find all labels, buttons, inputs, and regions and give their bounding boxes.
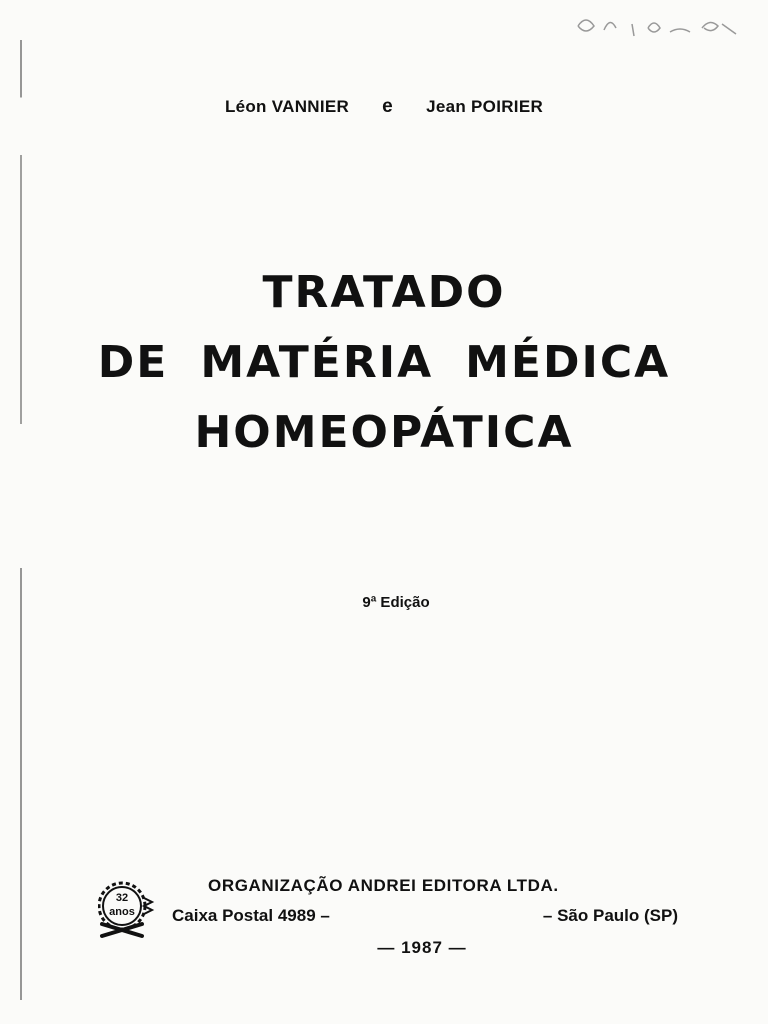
title-line-3: HOMEOPÁTICA xyxy=(194,407,574,458)
page-binding-edge xyxy=(20,40,22,1000)
handwritten-mark xyxy=(570,6,750,46)
logo-number: 32 xyxy=(115,892,129,904)
logo-label: anos xyxy=(109,906,135,918)
logo-text xyxy=(98,891,146,919)
title-line-1: TRATADO xyxy=(262,267,506,318)
publisher-name: ORGANIZAÇÃO ANDREI EDITORA LTDA. xyxy=(208,876,559,895)
author-jean-poirier: Jean POIRIER xyxy=(426,97,544,116)
authors-line xyxy=(0,96,768,118)
address-city: – São Paulo (SP) xyxy=(542,906,678,925)
title-word-medica: MÉDICA xyxy=(465,337,671,388)
publication-year: — 1987 — xyxy=(377,938,467,957)
author-leon-vannier: Léon VANNIER xyxy=(224,97,350,116)
address-postal-box: Caixa Postal 4989 – xyxy=(172,906,330,925)
title-word-de: DE xyxy=(97,337,169,388)
title-word-materia: MATÉRIA xyxy=(200,337,434,388)
publisher-address xyxy=(172,906,678,926)
title-line-2 xyxy=(0,328,768,398)
edition-label: 9ª Edição xyxy=(362,594,430,611)
authors-conjunction: e xyxy=(382,96,394,117)
book-title xyxy=(0,258,768,468)
